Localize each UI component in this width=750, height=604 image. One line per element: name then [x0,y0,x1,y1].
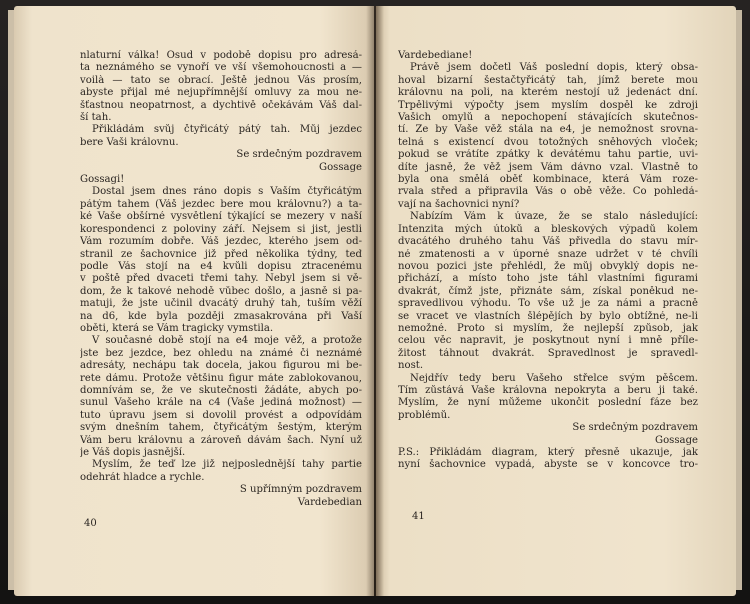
text-line: v poště před dvaceti třemi tahy. Nebyl jsem si vě- [80,273,362,285]
text-line: žitost táhnout dvakrát. Spravedlnost je spravedl- [398,347,698,359]
text-line: oběti, která se Vám tragicky vymstila. [80,322,274,334]
text-line: Se srdečným pozdravem [572,422,698,434]
text-line: korespondenci z poloviny září. Nejsem si jist, jestli [80,223,362,235]
text-line: Trpělivými výpočty jsem myslím dospěl ke zdroji [398,99,698,111]
text-line: pokud se vrátíte zpátky k devátému tahu partie, uvi- [398,149,698,161]
text-line: Intenzita mých útoků a bleskových výpadů kolem [398,223,698,235]
text-line: V současné době stojí na e4 moje věž, a protože [92,335,362,347]
text-line: rete dámu. Protože většinu figur máte zablokovanou, [80,372,362,384]
text-line: telná s existencí dvou totožných sněhových vloček; [398,136,698,148]
text-line: ší tah. [80,112,112,124]
text-line: díte jasně, že věž jsem Vám dávno vzal. Vlastně to [398,161,698,173]
text-line: adresáty, nechápu tak docela, jakou figurou mi be- [80,360,362,372]
text-line: Myslím, že nyní můžeme ukončit poslední fáze bez [398,397,698,409]
text-line: královnu na poli, na kterém nestojí už jedenáct dní. [398,87,698,99]
text-line: přichází, a místo toho jste táhl vlastními figurami [398,273,698,285]
text-line: stranil ze šachovnice již před několika týdny, teď [80,248,362,260]
text-line: dvacátého druhého tahu Váš přivedla do stavu mír- [398,236,698,248]
text-line: problémů. [398,409,451,421]
right-page-text [398,50,698,472]
text-line: Gossage [319,161,362,173]
text-line: pátým tahem (Váš jezdec bere mou královnu?) a ta- [80,198,362,210]
text-line: Dostal jsem dnes ráno dopis s Vaším čtyřicátým [92,186,362,198]
text-line: se vracet ve vlastních šlépějích by bylo obtížné, ne-li [398,310,698,322]
text-line: nlaturní válka! Osud v podobě dopisu pro adresá- [80,50,362,61]
text-line: bere Vaši královnu. [80,136,179,148]
text-line: svým dnešním tahem, čtyřicátým šestým, kterým [80,422,362,434]
text-line: Vám beru královnu a zároveň dávám šach. Nyní už [80,434,362,446]
text-line: nemožné. Proto si myslím, že nejlepší způsob, jak [398,322,698,334]
text-line: dom, že k takové nehodě vůbec došlo, a jasně si pa- [80,285,362,297]
text-line: vají na šachovnici nyní? [398,198,520,210]
text-line: Vám rozumím dobře. Váš jezdec, kterého jsem od- [80,236,362,248]
text-line: Vašich omylů a nepochopení stávajících skutečnos- [398,112,698,124]
text-line: Přikládám svůj čtyřicátý pátý tah. Můj jezdec [92,124,362,136]
text-line: S upřímným pozdravem [239,484,362,496]
text-line: P.S.: Přikládám diagram, který přesně ukazuje, jak [398,447,698,458]
text-line: nost. [398,360,424,372]
text-line: Tím zůstává Vaše královna nepokryta a beru ji také. [398,384,698,396]
text-line: Právě jsem dočetl Váš poslední dopis, který obsa- [410,62,698,74]
text-line: Nabízím Vám k úvaze, že se stalo následující: [410,211,698,223]
text-line: odehrát hladce a rychle. [80,471,205,483]
text-line: Gossagi! [80,174,125,186]
text-line: abyste přijal mé nejupřímnější omluvy za mou ne- [80,87,362,99]
text-line: Se srdečným pozdravem [236,149,362,161]
text-line: nyní šachovnice vypadá, abyste se v koncovce tro- [398,459,698,471]
text-line: podle Vás stojí na e4 kvůli dopisu ztracenému [80,260,362,272]
right-page [376,6,736,596]
text-line: Myslím, že teď lze již nejposlednější tahy partie [92,459,362,471]
text-line: byla ona smělá oběť kombinace, která Vám roze- [398,174,698,186]
left-page [14,6,374,596]
text-line: tuto úpravu jsem si dovolil provést a odpovídám [80,409,362,421]
text-line: jste bez jezdce, bez ohledu na známé či neznámé [80,347,362,359]
text-line: Nejdřív tedy beru Vašeho střelce svým pěšcem. [410,372,698,384]
text-line: sunul Vašeho krále na c4 (Vaše jediná možnost) — [80,397,362,409]
left-page-number: 40 [84,518,97,529]
left-page-text [80,50,362,509]
text-line: tí. Že by Vaše věž stála na e4, je nemožnost srovna- [398,124,698,136]
text-line: na d6, kde byla později zmasakrována při Vaší [80,310,362,322]
text-line: novou pozici jste přehlédl, že můj obvyklý dopis ne- [398,260,698,272]
text-line: domnívám se, že ve skutečnosti žádáte, abych po- [80,384,362,396]
text-line: dvakrát, čímž jste, přiznáte sám, získal poněkud ne- [398,285,698,297]
book-gutter [366,6,384,596]
text-line: spravedlivou výhodu. To vše už je za námi a pracně [398,298,698,310]
text-line: né zmatenosti a v úporné snaze udržet v té chvíli [398,248,698,260]
text-line: rvala střed a připravila Vás o obě věže. Co pohledá- [398,186,698,198]
text-line: Vardebedian [297,496,362,508]
text-line: celou věc napravit, je poskytnout nyní i mně příle- [398,335,698,347]
text-line: voilà — tato se obrací. Ještě jednou Vás prosím, [80,74,362,86]
text-line: Vardebediane! [398,50,473,61]
right-page-number: 41 [412,511,425,522]
text-line: je Váš dopis jasnější. [80,447,186,458]
text-line: ké Vaše obšírné vysvětlení týkající se mezery v naší [80,211,362,223]
text-line: hoval bizarní šestačtyřicátý tah, jímž berete mou [398,74,698,86]
text-line: Gossage [655,434,698,446]
text-line: šťastnou neopatrnost, a dychtivě očekávám Váš dal- [80,99,362,111]
text-line: ta neznámého se vynoří ve vší všemohoucnosti a — [80,62,362,74]
text-line: matuji, že jste učinil dvacátý druhý tah, tuším věží [80,298,362,310]
